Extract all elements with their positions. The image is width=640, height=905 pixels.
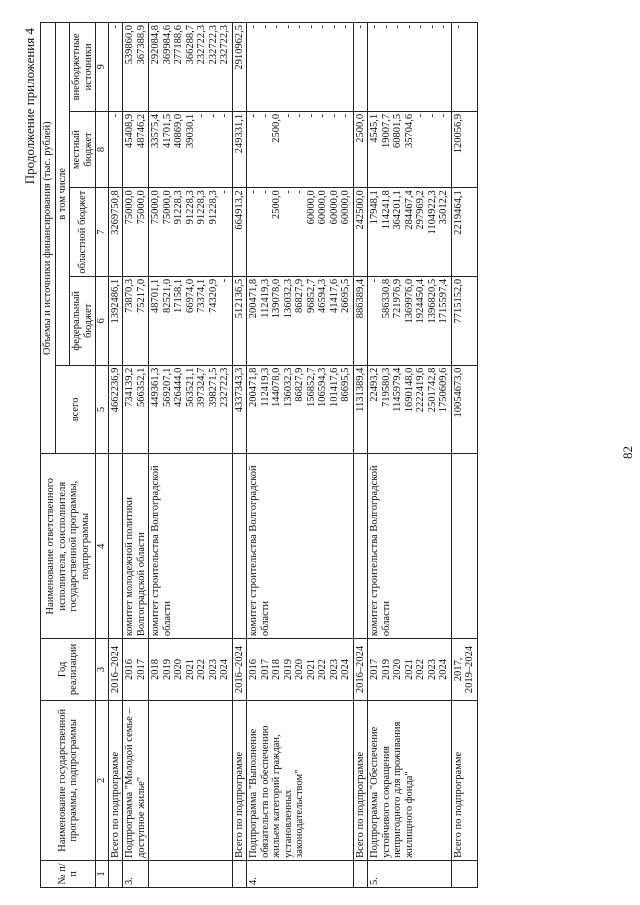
cell-total: 200471,8 112419,3 144078,0 136032,3 86827,9 156852,7 106594,3 101417,6 86695,5 xyxy=(247,365,354,454)
cell-num: 5. xyxy=(368,860,452,887)
cell-years: 2016–2024 xyxy=(232,639,247,701)
col-index: 2 xyxy=(96,700,109,860)
cell-loc: 120056,9 xyxy=(451,111,477,187)
header-num: № п/п xyxy=(41,860,96,887)
cell-total: 4337343,3 xyxy=(232,365,247,454)
cell-loc: - - 2500,0 - - - - - - xyxy=(247,111,354,187)
cell-fed: 48701,1 82521,0 17158,1 66974,0 73374,1 74320,9 - xyxy=(149,276,233,365)
cell-fed: 1392486,1 xyxy=(108,276,123,365)
cell-ext: - xyxy=(108,23,123,112)
cell-loc: 33575,4 41701,5 40869,0 39030,1 - - - xyxy=(149,111,233,187)
header-executor: Наименование ответственного исполнителя, соисполнителя государственной программы, подпрограммы xyxy=(41,454,96,639)
cell-name: Подпрограмма "Выполнение обязательств по обеспечению жильем категорий граждан, установленных законодательством" xyxy=(247,700,354,860)
continuation-caption: Продолжение приложения 4 xyxy=(22,28,37,185)
cell-fed: 512136,5 xyxy=(232,276,247,365)
total-row xyxy=(353,23,368,888)
cell-name: Всего по подпрограмме xyxy=(451,700,477,860)
cell-loc: - xyxy=(108,111,123,187)
cell-num xyxy=(232,860,247,887)
cell-total: 22493,2 719580,3 1145979,4 1690148,0 2222419,6 2501742,8 1750609,6 xyxy=(368,365,452,454)
cell-num xyxy=(149,860,233,887)
cell-years: 2017 2019 2020 2021 2022 2023 2024 xyxy=(368,639,452,701)
header-year: Год реализации xyxy=(41,639,96,701)
col-index: 1 xyxy=(96,860,109,887)
cell-reg: 242500,0 xyxy=(353,188,368,277)
cell-reg: 664913,2 xyxy=(232,188,247,277)
cell-ext: 539860,0 367388,9 xyxy=(123,23,149,112)
cell-years: 2016–2024 xyxy=(108,639,123,701)
cell-exec: комитет строительства Волгоградской области xyxy=(149,454,233,639)
cell-fed: 200471,8 112419,3 139078,0 136032,3 86827,9 96852,7 46594,3 41417,6 26695,5 xyxy=(247,276,354,365)
col-index: 9 xyxy=(96,23,109,112)
col-index: 7 xyxy=(96,188,109,277)
cell-total: 4662236,9 xyxy=(108,365,123,454)
cell-fed: - 586330,8 721976,9 1369976,0 1924450,4 1396820,5 1715597,4 xyxy=(368,276,452,365)
cell-name xyxy=(149,700,233,860)
column-index-row xyxy=(96,23,109,888)
header-extrabudget: внебюджетные источники xyxy=(70,23,96,112)
continuation-row xyxy=(149,23,233,888)
cell-num xyxy=(353,860,368,887)
cell-years: 2018 2019 2020 2021 2022 2023 2024 xyxy=(149,639,233,701)
cell-years: 2016–2024 xyxy=(353,639,368,701)
cell-ext: 2910962,5 xyxy=(232,23,247,112)
cell-ext: - xyxy=(353,23,368,112)
cell-name: Подпрограмма "Обеспечение устойчивого сокращения непригодного для проживания жилищного фонда" xyxy=(368,700,452,860)
cell-num: 3. xyxy=(123,860,149,887)
cell-name: Подпрограмма "Молодой семье – доступное жилье" xyxy=(123,700,149,860)
total-row xyxy=(451,23,477,888)
total-row xyxy=(108,23,123,888)
cell-name: Всего по подпрограмме xyxy=(108,700,123,860)
cell-ext: - xyxy=(451,23,477,112)
cell-years: 2016 2017 xyxy=(123,639,149,701)
cell-exec: комитет молодежной политики Волгоградской области xyxy=(123,454,149,639)
cell-reg: - - 2500,0 - - 60000,0 60000,0 60000,0 60000,0 xyxy=(247,188,354,277)
cell-fed: 73870,3 75217,0 xyxy=(123,276,149,365)
rotated-page xyxy=(18,18,618,888)
cell-loc: 249331,1 xyxy=(232,111,247,187)
cell-loc: 45408,9 48746,2 xyxy=(123,111,149,187)
cell-total: 734139,2 566352,1 xyxy=(123,365,149,454)
cell-reg: 2219464,1 xyxy=(451,188,477,277)
header-federal: федеральный бюджет xyxy=(70,276,96,365)
col-index: 6 xyxy=(96,276,109,365)
cell-years: 2017, 2019–2024 xyxy=(451,639,477,701)
header-local: местный бюджет xyxy=(70,111,96,187)
cell-loc: 4545,1 19007,7 60801,5 35704,6 - - - xyxy=(368,111,452,187)
cell-fed: 886389,4 xyxy=(353,276,368,365)
cell-total: 10054673,0 xyxy=(451,365,477,454)
cell-fed: 7715152,0 xyxy=(451,276,477,365)
subprogram-row xyxy=(123,23,149,888)
header-total: всего xyxy=(55,365,96,454)
cell-total: 1131389,4 xyxy=(353,365,368,454)
cell-ext: - - - - - - - xyxy=(368,23,452,112)
header-volumes: Объемы и источники финансирования (тыс. рублей) xyxy=(41,23,56,454)
cell-num xyxy=(451,860,477,887)
cell-reg: 17948,1 114241,8 364201,1 284467,4 297969,2 1104922,3 35012,2 xyxy=(368,188,452,277)
financing-table xyxy=(40,22,478,888)
cell-years: 2016 2017 2018 2019 2020 2021 2022 2023 2024 xyxy=(247,639,354,701)
col-index: 5 xyxy=(96,365,109,454)
cell-reg: 3269750,8 xyxy=(108,188,123,277)
col-index: 8 xyxy=(96,111,109,187)
subprogram-row xyxy=(368,23,452,888)
cell-reg: 75000,0 75000,0 xyxy=(123,188,149,277)
cell-ext: - - - - - - - - - xyxy=(247,23,354,112)
cell-exec: комитет строительства Волгоградской области xyxy=(368,454,452,639)
cell-total: 449361,3 569207,1 426444,0 563521,1 397324,7 398271,5 232722,3 xyxy=(149,365,233,454)
cell-name: Всего по подпрограмме xyxy=(353,700,368,860)
header-regional: областной бюджет xyxy=(70,188,96,277)
header-including: в том числе xyxy=(55,23,70,366)
page-number: 82 xyxy=(620,446,635,459)
cell-num xyxy=(108,860,123,887)
cell-ext: 292084,8 369984,6 277188,6 366288,7 232722,3 232722,3 232722,3 xyxy=(149,23,233,112)
total-row xyxy=(232,23,247,888)
cell-exec xyxy=(232,454,247,639)
subprogram-row xyxy=(247,23,354,888)
cell-exec xyxy=(353,454,368,639)
cell-exec xyxy=(108,454,123,639)
col-index: 3 xyxy=(96,639,109,701)
cell-name: Всего по подпрограмме xyxy=(232,700,247,860)
col-index: 4 xyxy=(96,454,109,639)
cell-loc: 2500,0 xyxy=(353,111,368,187)
cell-exec xyxy=(451,454,477,639)
cell-reg: 75000,0 75000,0 91228,3 91228,3 91228,3 91228,3 - xyxy=(149,188,233,277)
cell-exec: комитет строительства Волгоградской области xyxy=(247,454,354,639)
cell-num: 4. xyxy=(247,860,354,887)
header-program-name: Наименование государственной программы, подпрограммы xyxy=(41,700,96,860)
